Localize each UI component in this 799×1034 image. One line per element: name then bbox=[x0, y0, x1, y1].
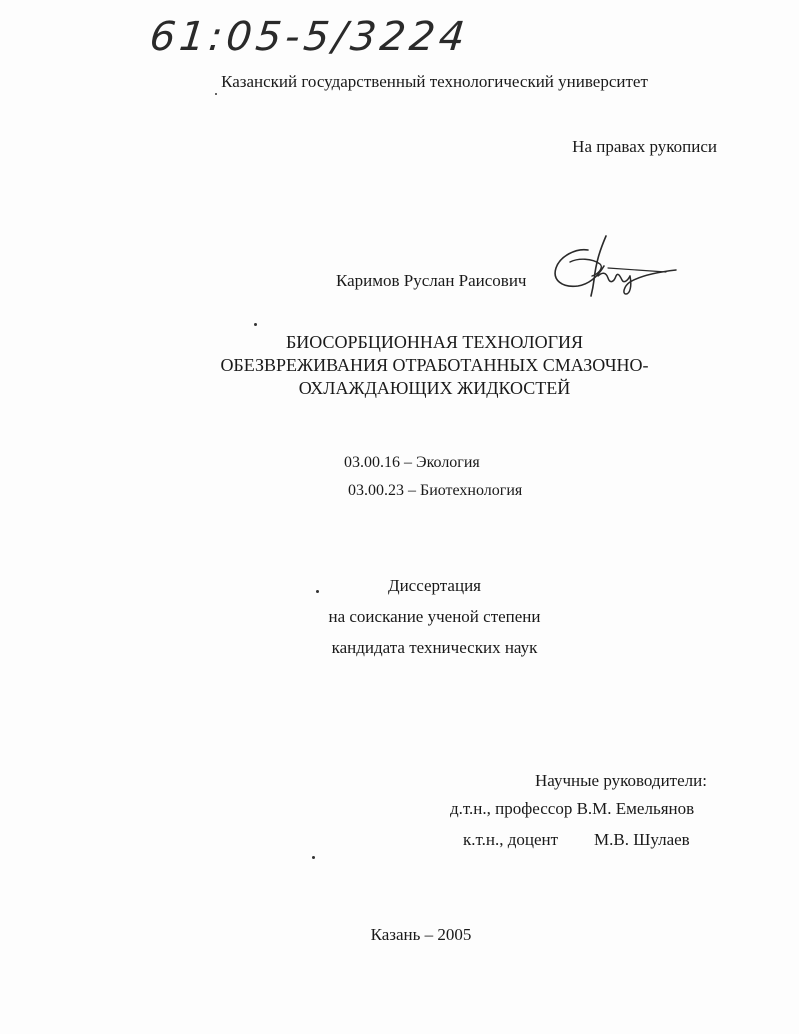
supervisor-second-name: М.В. Шулаев bbox=[594, 830, 690, 849]
title-line: ОХЛАЖДАЮЩИХ ЖИДКОСТЕЙ bbox=[298, 378, 571, 398]
title-line: ОБЕЗВРЕЖИВАНИЯ ОТРАБОТАННЫХ СМАЗОЧНО- bbox=[220, 355, 649, 375]
signature-icon bbox=[548, 232, 683, 302]
title-line: БИОСОРБЦИОННАЯ ТЕХНОЛОГИЯ bbox=[285, 332, 584, 352]
manuscript-rights-note: На правах рукописи bbox=[572, 137, 717, 156]
author-name: Каримов Руслан Раисович bbox=[336, 271, 527, 290]
scan-speck bbox=[215, 93, 217, 95]
scan-speck bbox=[312, 856, 315, 859]
scan-speck bbox=[316, 590, 319, 593]
degree-line: Диссертация bbox=[387, 576, 481, 595]
supervisor-first: д.т.н., профессор В.М. Емельянов bbox=[450, 799, 695, 818]
specialty-ecology: 03.00.16 – Экология bbox=[344, 454, 480, 471]
degree-line: кандидата технических наук bbox=[331, 638, 538, 657]
specialty-biotechnology: 03.00.23 – Биотехнология bbox=[348, 482, 523, 499]
author-signature bbox=[548, 232, 683, 307]
supervisor-second-title: к.т.н., доцент bbox=[463, 830, 559, 849]
university-name: Казанский государственный технологический университет bbox=[221, 72, 648, 91]
supervisors-heading: Научные руководители: bbox=[535, 771, 707, 790]
city-year: Казань – 2005 bbox=[370, 925, 472, 944]
scan-speck bbox=[254, 323, 257, 326]
handwritten-call-number: 61:05-5/3224 bbox=[147, 14, 471, 60]
dissertation-degree-block bbox=[0, 570, 799, 663]
dissertation-title bbox=[0, 331, 799, 400]
degree-line: на соискание ученой степени bbox=[328, 607, 541, 626]
